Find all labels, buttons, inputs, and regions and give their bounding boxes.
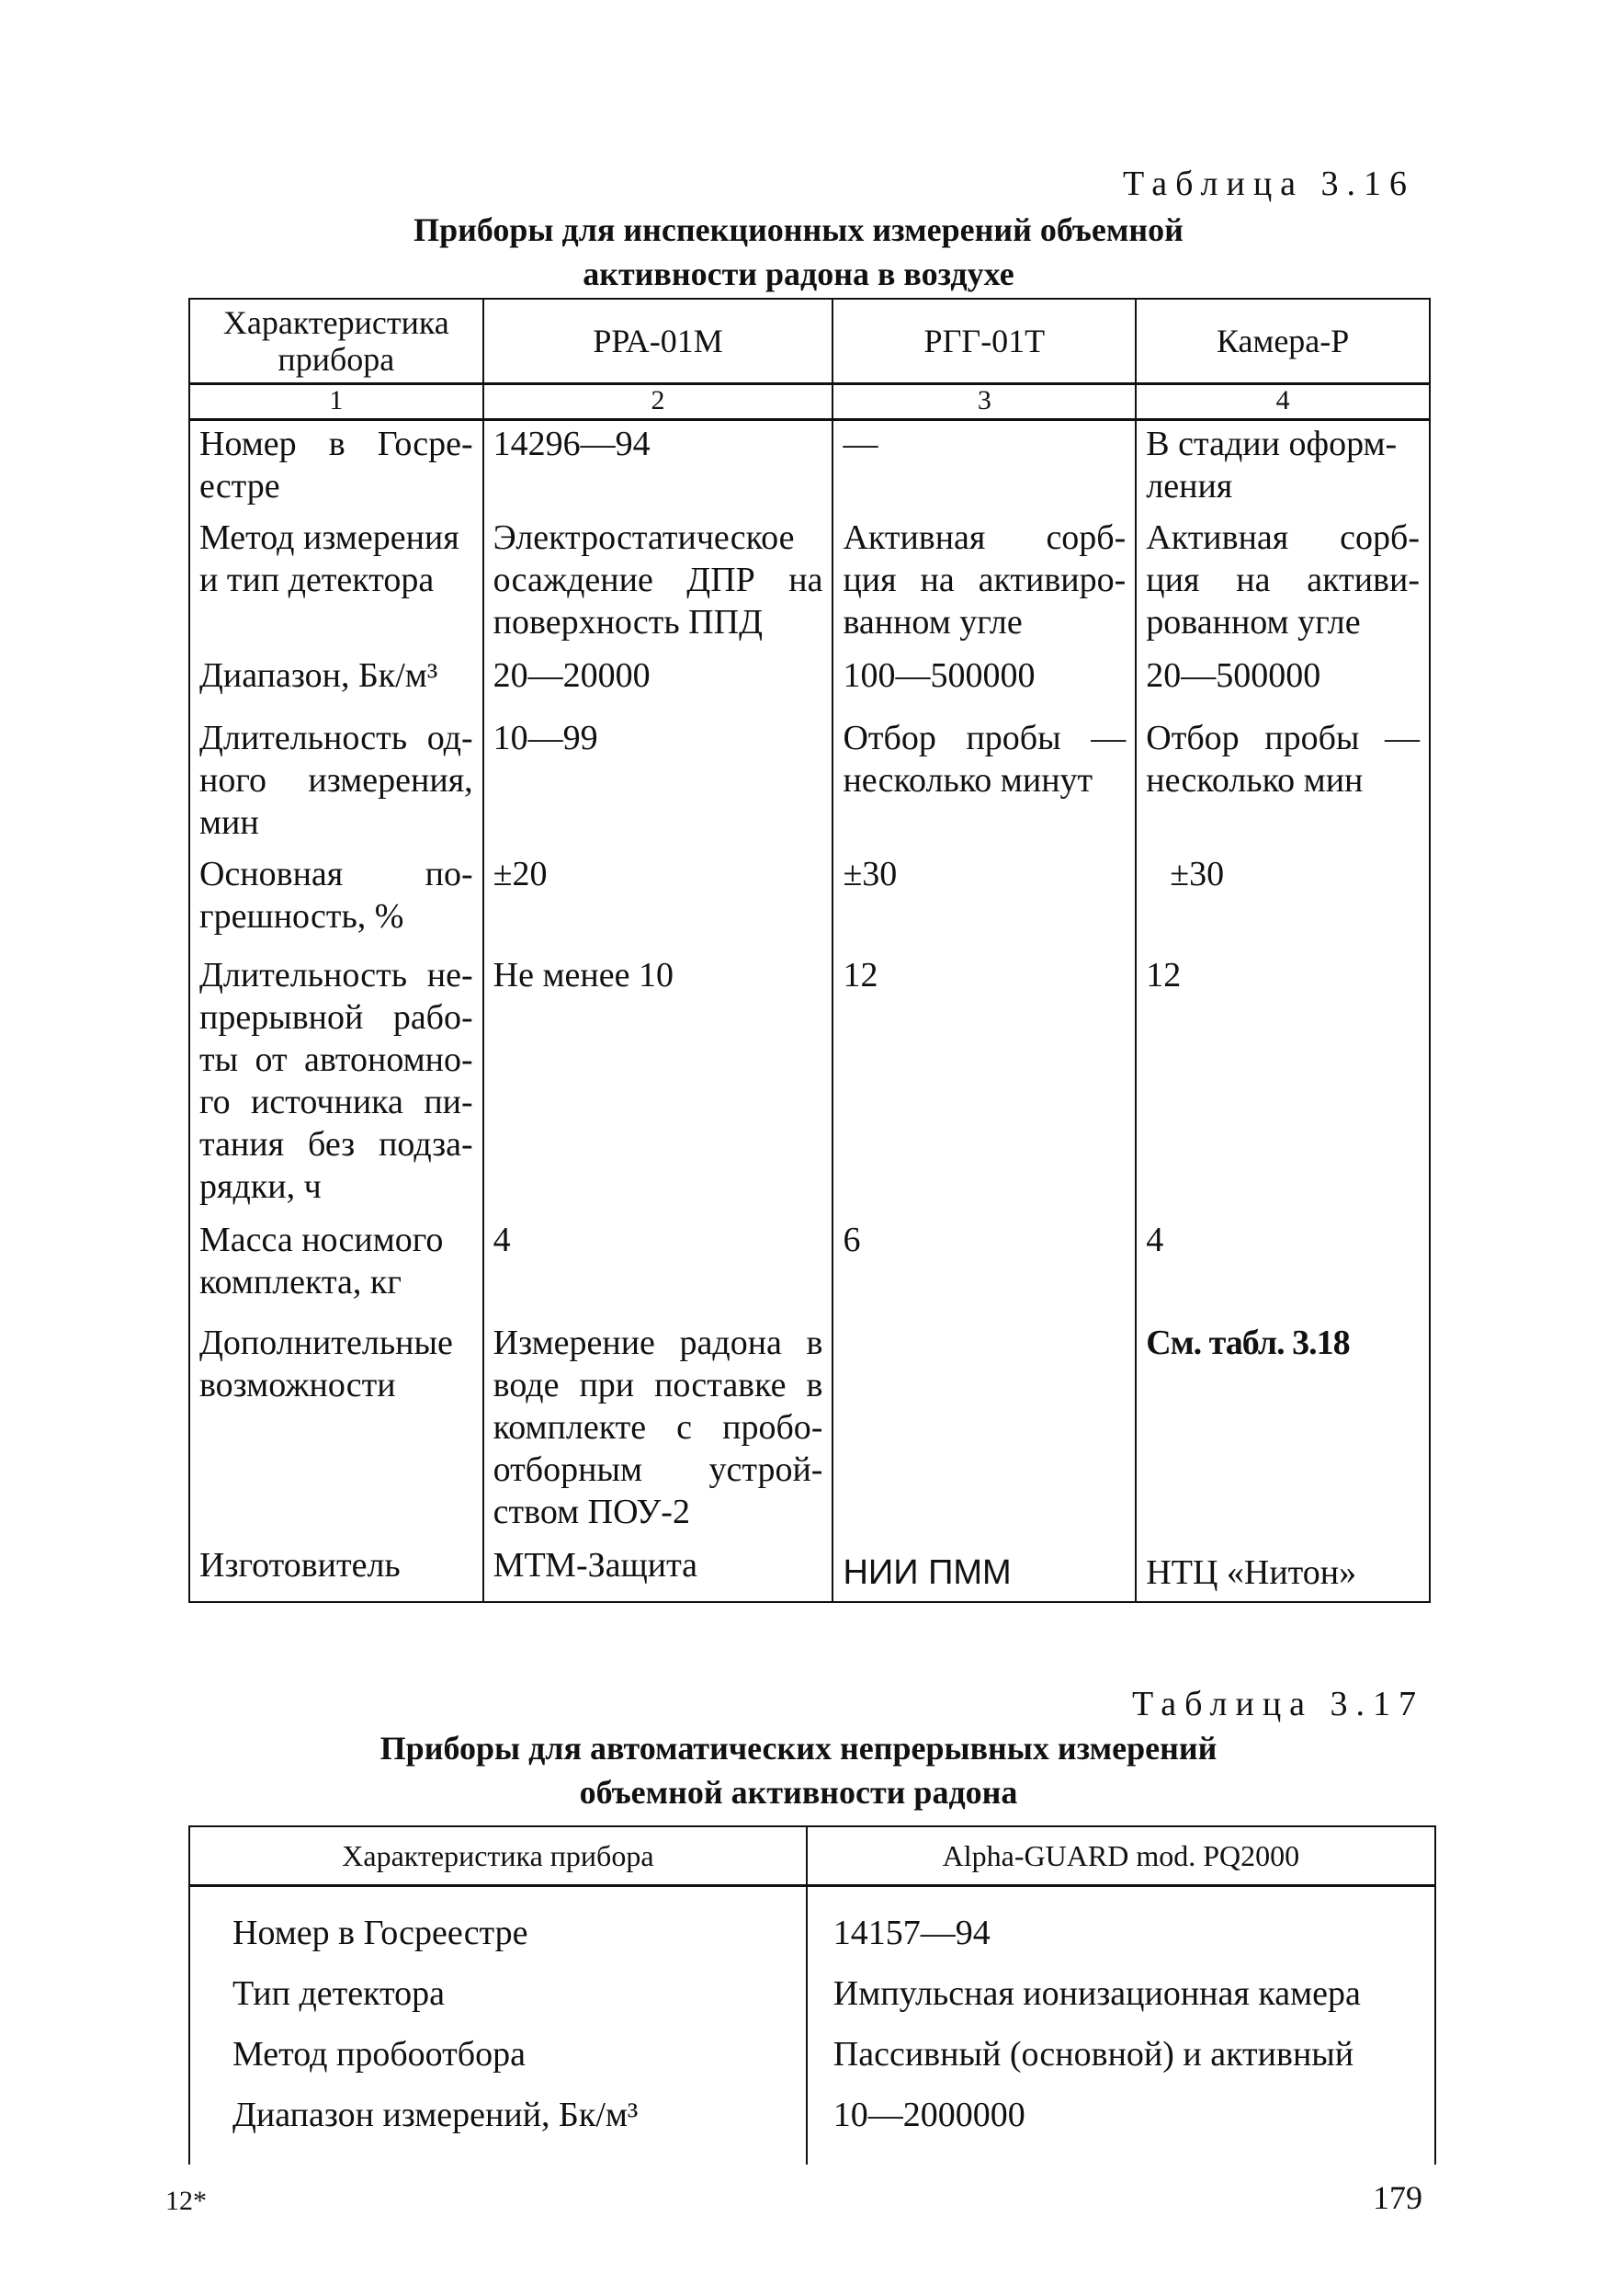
table-cell: 20—20000	[483, 653, 833, 715]
table-cell: 10—99	[483, 715, 833, 851]
page-number: 179	[1373, 2179, 1422, 2216]
table-cell: Пассивный (основной) и активный	[807, 2027, 1435, 2087]
table-cell: Электростатическое осаждение ДПР на поверхность ППД	[483, 515, 833, 653]
table-cell: Длительность не-прерывной рабо-ты от автономно-го источника пи-тания без подза-рядки, ч	[189, 952, 483, 1217]
radon-inspection-instruments-table	[188, 298, 1431, 1603]
table-cell: Отбор пробы — несколько мин	[1136, 715, 1430, 851]
table-cell: 20—500000	[1136, 653, 1430, 715]
table-cell: Номер в Госреестре	[189, 1886, 807, 1967]
table-cell: См. табл. 3.18	[1136, 1320, 1430, 1542]
table-cell: ±20	[483, 851, 833, 952]
signature-mark: 12*	[165, 2186, 207, 2216]
table-row	[189, 1966, 1435, 2027]
table-row	[189, 515, 1430, 653]
table-row	[189, 1217, 1430, 1320]
table-cell: МТМ-Защита	[483, 1542, 833, 1602]
table-label: Таблица 3.17	[1132, 1685, 1425, 1723]
table-cell: Основная по-грешность, %	[189, 851, 483, 952]
table-cell: —	[832, 420, 1136, 516]
table-cell: Не менее 10	[483, 952, 833, 1217]
table-cell: Импульсная ионизационная камера	[807, 1966, 1435, 2027]
table-row	[189, 1542, 1430, 1602]
table-cell: Масса носимого комплекта, кг	[189, 1217, 483, 1320]
table-cell: НТЦ «Нитон»	[1136, 1542, 1430, 1602]
table-row	[189, 420, 1430, 516]
column-header: РРА-01М	[483, 299, 833, 384]
table-cell: Активная сорб-ция на активи-рованном угле	[1136, 515, 1430, 653]
column-header: Характеристика прибора	[189, 299, 483, 384]
table-cell: В стадии оформ-ления	[1136, 420, 1430, 516]
table-row	[189, 653, 1430, 715]
table-cell: Измерение радона в воде при поставке в комплекте с пробо-отборным устрой-ством ПОУ-2	[483, 1320, 833, 1542]
column-header: Характеристика прибора	[189, 1826, 807, 1886]
table-cell: НИИ ПММ	[832, 1542, 1136, 1602]
table-title-line: Приборы для инспекционных измерений объемной	[413, 211, 1184, 248]
table-cell: Отбор пробы — несколько минут	[832, 715, 1136, 851]
column-number: 3	[832, 384, 1136, 420]
column-number: 1	[189, 384, 483, 420]
table-row	[189, 1320, 1430, 1542]
table-cell: Длительность од-ного измерения, мин	[189, 715, 483, 851]
column-header: Alpha-GUARD mod. PQ2000	[807, 1826, 1435, 1886]
table-cell: Изготовитель	[189, 1542, 483, 1602]
radon-continuous-instruments-table	[188, 1825, 1436, 2165]
table-cell: ±30	[832, 851, 1136, 952]
table-row	[189, 2027, 1435, 2087]
table-label: Таблица 3.16	[1123, 165, 1416, 203]
table-cell: 14157—94	[807, 1886, 1435, 1967]
table-title	[0, 1726, 1597, 1814]
table-row	[189, 715, 1430, 851]
column-header: Камера-Р	[1136, 299, 1430, 384]
column-number-row	[189, 384, 1430, 420]
table-cell: 12	[1136, 952, 1430, 1217]
table-row	[189, 2087, 1435, 2165]
column-number: 4	[1136, 384, 1430, 420]
table-cell: 4	[483, 1217, 833, 1320]
table-cell: Метод измерения и тип детектора	[189, 515, 483, 653]
table-cell: ±30	[1136, 851, 1430, 952]
table-cell: 6	[832, 1217, 1136, 1320]
table-title-line: Приборы для автоматических непрерывных измерений	[379, 1730, 1218, 1767]
table-row	[189, 952, 1430, 1217]
table-header-row	[189, 299, 1430, 384]
table-cell: 100—500000	[832, 653, 1136, 715]
table-row	[189, 851, 1430, 952]
table-cell: Тип детектора	[189, 1966, 807, 2027]
table-cell	[832, 1320, 1136, 1542]
table-cell: Диапазон измерений, Бк/м³	[189, 2087, 807, 2165]
column-header: РГГ-01Т	[832, 299, 1136, 384]
table-title-line: активности радона в воздухе	[583, 256, 1014, 292]
table-cell: Диапазон, Бк/м³	[189, 653, 483, 715]
table-row	[189, 1886, 1435, 1967]
table-cell: Метод пробоотбора	[189, 2027, 807, 2087]
table-cell: Номер в Госре-естре	[189, 420, 483, 516]
table-header-row	[189, 1826, 1435, 1886]
table-cell: 10—2000000	[807, 2087, 1435, 2165]
table-cell: 12	[832, 952, 1136, 1217]
table-cell: 4	[1136, 1217, 1430, 1320]
column-number: 2	[483, 384, 833, 420]
table-cell: Дополнительные возможности	[189, 1320, 483, 1542]
table-cell: 14296—94	[483, 420, 833, 516]
table-title	[0, 208, 1597, 296]
table-cell: Активная сорб-ция на активиро-ванном угле	[832, 515, 1136, 653]
table-title-line: объемной активности радона	[579, 1774, 1018, 1811]
